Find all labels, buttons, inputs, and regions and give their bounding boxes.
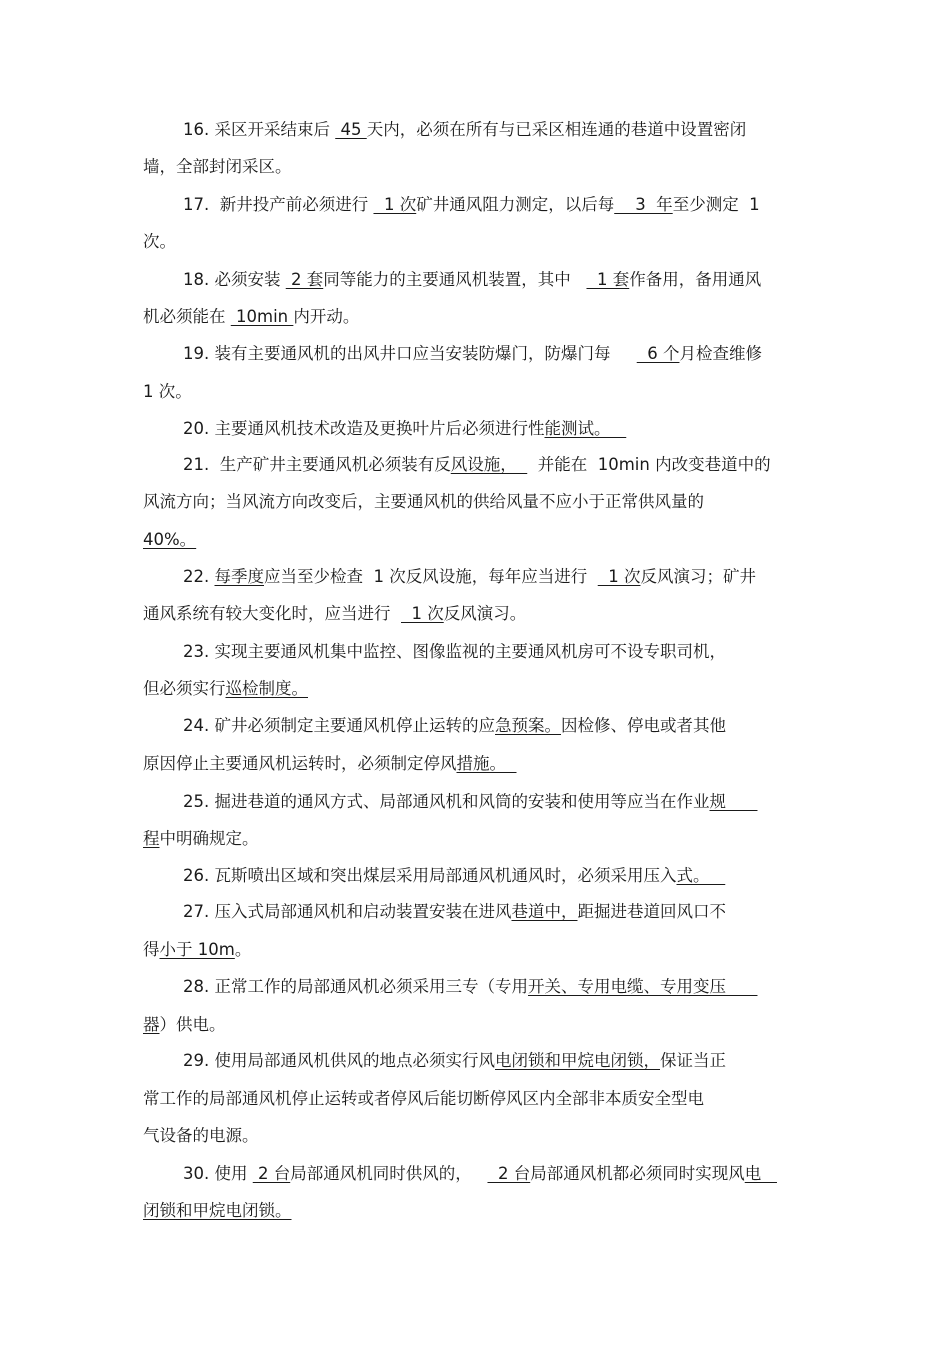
answer-blank: 每季度 <box>214 567 264 586</box>
answer-blank: 45 <box>335 120 367 139</box>
text-segment: 常工作的局部通风机停止运转或者停风后能切断停风区内全部非本质安全型电 <box>143 1089 704 1108</box>
text-segment: 19. 装有主要通风机的出风井口应当安装防爆门，防爆门每 <box>183 344 637 363</box>
text-line <box>183 975 757 999</box>
text-segment: 16. 采区开采结束后 <box>183 120 336 139</box>
answer-blank: 能测试。 <box>544 419 627 438</box>
text-segment: 但必须实行 <box>143 679 226 698</box>
text-segment: 距掘进巷道回风口不 <box>577 902 726 921</box>
text-line <box>183 1049 726 1073</box>
text-segment: 反风演习。 <box>443 604 527 623</box>
text-line <box>143 305 359 329</box>
text-line <box>183 900 726 924</box>
text-segment: 内开动。 <box>293 307 360 326</box>
text-segment: 27. 压入式局部通风机和启动装置安装在进风 <box>183 902 512 921</box>
text-segment: 原因停止主要通风机运转时，必须制定停风 <box>143 754 457 773</box>
text-line <box>143 1013 226 1037</box>
answer-blank: 器 <box>143 1015 160 1034</box>
text-segment: 局部通风机都必须同时实现风 <box>530 1164 745 1183</box>
answer-blank: 措施。 <box>456 754 517 773</box>
text-line <box>143 752 517 776</box>
text-line <box>183 342 762 366</box>
text-segment: 。 <box>234 940 252 959</box>
answer-blank: 风设施， <box>450 455 528 474</box>
text-segment: 天内，必须在所有与已采区相连通的巷道中设置密闭 <box>366 120 747 139</box>
answer-blank: 式。 <box>676 866 726 885</box>
text-line <box>143 602 526 626</box>
answer-blank: 10min <box>230 307 294 326</box>
answer-blank: 1 次 <box>401 604 444 623</box>
answer-blank: 规 <box>709 792 758 811</box>
answer-blank: 小于 10m <box>159 940 235 959</box>
text-line <box>183 565 756 589</box>
text-line <box>143 1124 259 1148</box>
text-line <box>143 938 251 962</box>
answer-blank: 1 次 <box>597 567 641 586</box>
text-segment: 墙，全部封闭采区。 <box>143 157 292 176</box>
text-segment: 25. 掘进巷道的通风方式、局部通风机和风筒的安装和使用等应当在作业 <box>183 792 710 811</box>
text-segment: 并能在 10min 内改变巷道中的 <box>527 455 771 474</box>
text-segment: 1 次。 <box>143 382 192 401</box>
text-line <box>183 640 726 664</box>
text-segment: 18. 必须安装 <box>183 270 286 289</box>
text-segment: 月检查维修 <box>679 344 762 363</box>
answer-blank: 巷道中， <box>511 902 578 921</box>
text-line <box>183 790 757 814</box>
answer-blank: 电闭锁和甲烷电闭锁， <box>495 1051 660 1070</box>
text-segment: 26. 瓦斯喷出区域和突出煤层采用局部通风机通风时，必须采用压入 <box>183 866 677 885</box>
answer-blank: 2 台 <box>487 1164 531 1183</box>
text-line <box>143 827 259 851</box>
text-segment: 次。 <box>143 232 176 251</box>
text-segment: 至少测定 1 <box>672 195 760 214</box>
text-line <box>143 677 308 701</box>
text-line <box>143 155 292 179</box>
text-segment: 28. 正常工作的局部通风机必须采用三专（专用 <box>183 977 528 996</box>
answer-blank: 40%。 <box>143 530 197 549</box>
text-line <box>143 1199 292 1223</box>
text-segment: 24. 矿井必须制定主要通风机停止运转的应 <box>183 716 495 735</box>
text-segment: 保证当正 <box>660 1051 726 1070</box>
text-segment: 矿井通风阻力测定，以后每 <box>416 195 615 214</box>
text-segment: 局部通风机同时供风的， <box>290 1164 488 1183</box>
text-line <box>183 1162 777 1186</box>
text-segment: 同等能力的主要通风机装置，其中 <box>323 270 587 289</box>
text-segment: 应当至少检查 1 次反风设施，每年应当进行 <box>264 567 598 586</box>
text-line <box>183 864 725 888</box>
text-segment: ）供电。 <box>159 1015 226 1034</box>
text-line <box>143 380 192 404</box>
text-segment: 17. 新井投产前必须进行 <box>183 195 374 214</box>
text-segment: 29. 使用局部通风机供风的地点必须实行风 <box>183 1051 495 1070</box>
answer-blank: 6 个 <box>636 344 680 363</box>
text-segment: 21. 生产矿井主要通风机必须装有反 <box>183 455 451 474</box>
text-line <box>143 528 196 552</box>
answer-blank: 3 年 <box>614 195 673 214</box>
text-line <box>183 417 626 441</box>
answer-blank: 2 套 <box>285 270 324 289</box>
answer-blank: 闭锁和甲烷电闭锁。 <box>143 1201 292 1220</box>
text-line <box>183 193 760 217</box>
text-line <box>143 490 704 514</box>
text-segment: 中明确规定。 <box>159 829 259 848</box>
answer-blank: 2 台 <box>252 1164 291 1183</box>
answer-blank: 1 套 <box>586 270 630 289</box>
answer-blank: 电 <box>744 1164 777 1183</box>
text-segment: 23. 实现主要通风机集中监控、图像监视的主要通风机房可不设专职司机， <box>183 642 726 661</box>
text-line <box>183 453 771 477</box>
text-line <box>183 118 746 142</box>
text-segment: 20. 主要通风机技术改造及更换叶片后必须进行性 <box>183 419 545 438</box>
text-segment: 因检修、停电或者其他 <box>561 716 726 735</box>
text-segment: 机必须能在 <box>143 307 231 326</box>
answer-blank: 程 <box>143 829 160 848</box>
answer-blank: 急预案。 <box>495 716 561 735</box>
text-segment: 30. 使用 <box>183 1164 253 1183</box>
text-segment: 作备用，备用通风 <box>629 270 762 289</box>
text-segment: 得 <box>143 940 160 959</box>
text-line <box>183 268 761 292</box>
answer-blank: 开关、专用电缆、专用变压 <box>528 977 758 996</box>
text-line <box>143 230 176 254</box>
text-line <box>183 714 726 738</box>
text-segment: 通风系统有较大变化时，应当进行 <box>143 604 401 623</box>
text-segment: 22. <box>183 567 215 586</box>
answer-blank: 1 次 <box>373 195 417 214</box>
text-line <box>143 1087 704 1111</box>
text-segment: 反风演习；矿井 <box>640 567 756 586</box>
text-segment: 风流方向；当风流方向改变后，主要通风机的供给风量不应小于正常供风量的 <box>143 492 704 511</box>
answer-blank: 巡检制度。 <box>225 679 308 698</box>
text-segment: 气设备的电源。 <box>143 1126 259 1145</box>
